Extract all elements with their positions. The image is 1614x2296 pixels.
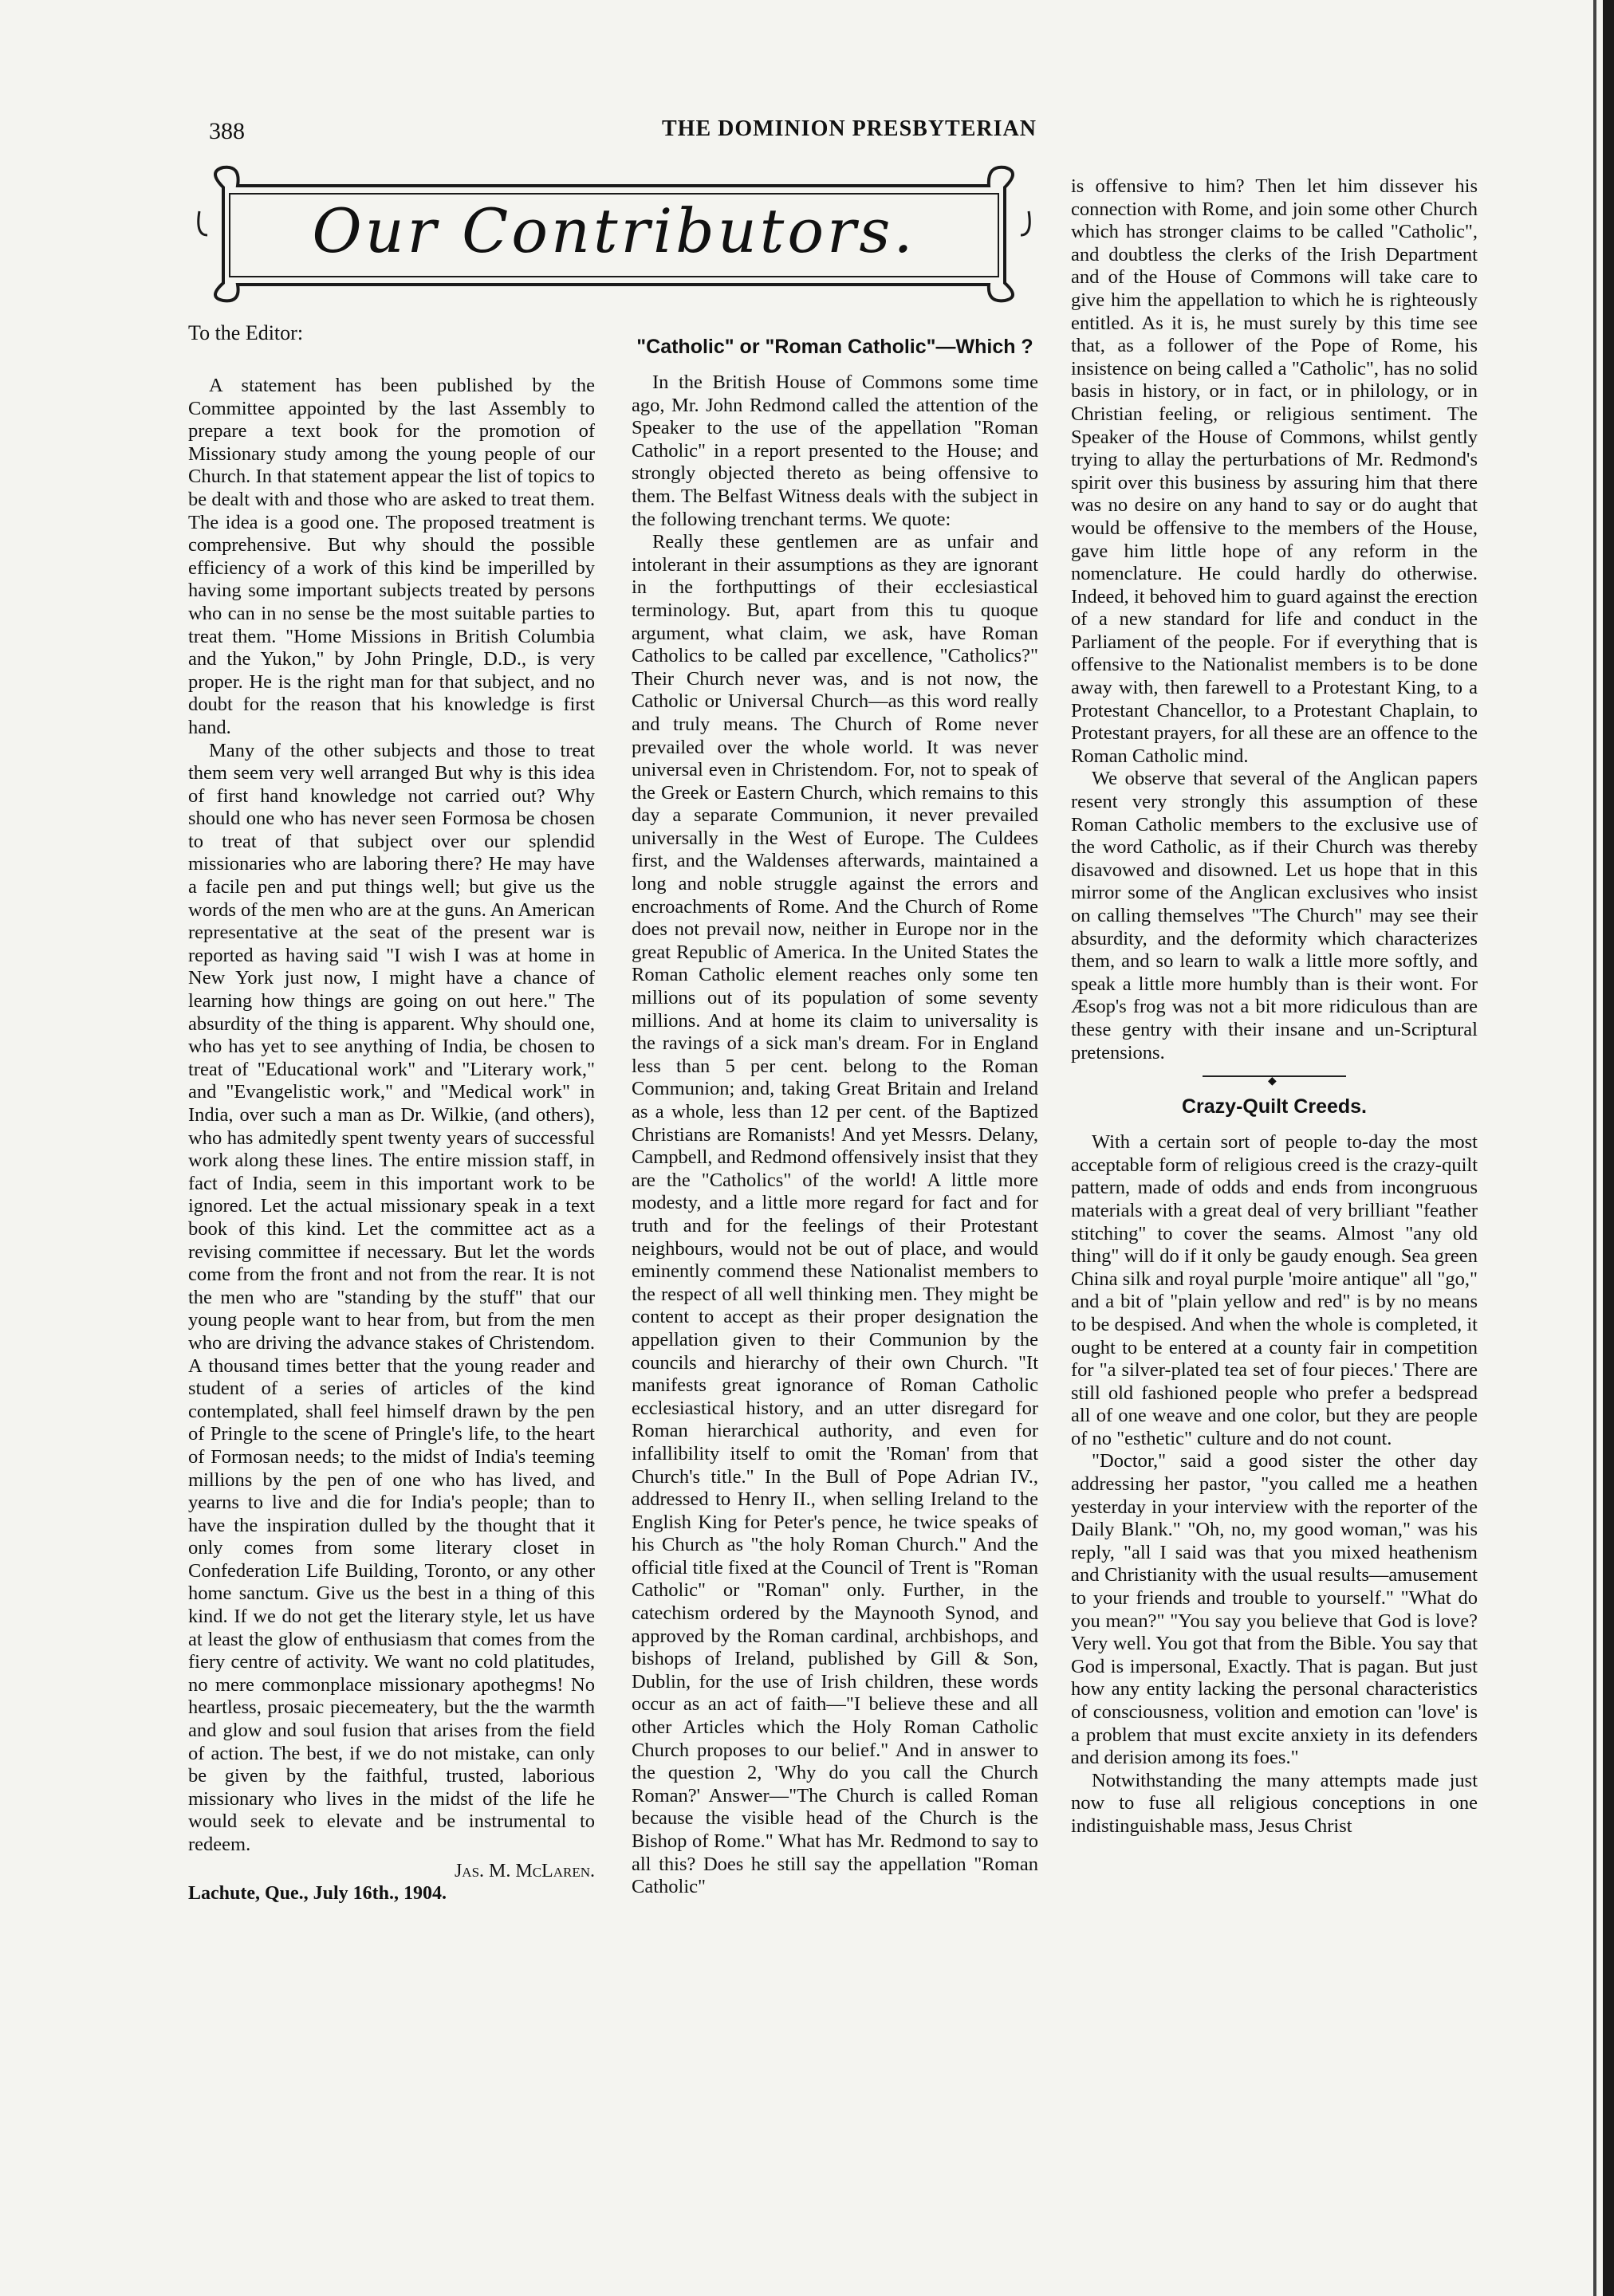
- letter-paragraph: A statement has been published by the Committee appointed by the last Assembly to prepare a text book for the promotion of Missionary study among the young people of our Church. In that statement appear the list of topics to be dealt with and those who are asked to treat them. The idea is a good one. The proposed treatment is comprehensive. But why should the possible efficiency of a work of this kind be imperilled by having some important subjects treated by persons who can in no sense be the most suitable parties to treat them. "Home Missions in British Columbia and the Yukon," by John Pringle, D.D., is very proper. He is the right man for that subject, and no doubt for the reason that his knowledge is first hand.: [188, 375, 595, 738]
- article-paragraph: With a certain sort of people to-day the most acceptable form of religious creed is the crazy-quilt pattern, made of odds and ends from incongruous materials with a great deal of very brilliant "feather stitching" to cover the seams. Almost "any old thing" will do if it only be gaudy enough. Sea green China silk and royal purple 'moire antique" all "go," and a bit of "plain yellow and red" is by no means to be despised. And when the whole is completed, it ought to be entered at a county fair in competition for "a silver-plated tea set of four pieces.' There are still old fashioned people who prefer a bedspread all of one weave and one color, but they are people of no "esthetic" culture and do not count.: [1071, 1131, 1478, 1449]
- section-banner: [191, 163, 1037, 303]
- page-edge-shadow: [1603, 0, 1614, 2296]
- running-header: THE DOMINION PRESBYTERIAN: [662, 116, 1037, 141]
- column-3: [1071, 175, 1478, 1838]
- section-divider: [1203, 1075, 1346, 1088]
- section-title: Our Contributors.: [312, 195, 916, 266]
- article-paragraph: In the British House of Commons some time ago, Mr. John Redmond called the attention of the Speaker to the use of the appellation "Roman Catholic" in a report presented to the House; and strongly objected thereto as being offensive to them. The Belfast Witness deals with the subject in the following trenchant terms. We quote:: [632, 372, 1038, 530]
- article-paragraph: Notwithstanding the many attempts made just now to fuse all religious conceptions in one indistinguishable mass, Jesus Christ: [1071, 1769, 1478, 1837]
- article-title: "Catholic" or "Roman Catholic"—Which ?: [636, 336, 1033, 358]
- letter-dateline: Lachute, Que., July 16th., 1904.: [188, 1883, 447, 1905]
- article-paragraph: "Doctor," said a good sister the other day addressing her pastor, "you called me a heathen yesterday in your interview with the reporter of the Daily Blank." "Oh, no, my good woman," was his reply, "all I said was that you mixed heathenism and Christianity with the usual results—amusement to your friends and trouble to yourself." "What do you mean?" "You say you believe that God is love? Very well. You got that from the Bible. You say that God is impersonal, Exactly. That is pagan. But just how any entity lacking the personal characteristics of consciousness, volition and emotion can 'love' is a problem that must excite anxiety in its defenders and derision among its foes.": [1071, 1450, 1478, 1769]
- page-edge-line: [1593, 0, 1596, 2296]
- letter-paragraph: Many of the other subjects and those to treat them seem very well arranged But why is this idea of first hand knowledge not carried out? Why should one who has never seen Formosa be chosen to treat of that subject over our splendid missionaries who are laboring there? He may have a facile pen and put things well; but give us the words of the men who are at the guns. An American representative at the seat of the present war is reported as having said "I wish I was at home in New York just now, I might have a chance of learning how things are going on out here." The absurdity of the thing is apparent. Why should one, who has yet to see anything of India, be chosen to treat of "Educational work" and "Literary work," and "Evangelistic work," and "Medical work" in India, over such a man as Dr. Wilkie, (and others), who has admitedly spent twenty years of successful work along these lines. The entire mission staff, in fact of India, seem in this important work to be ignored. Let the actual missionary speak in a text book of this kind. Let the committee act as a revising committee if necessary. But let the words come from the front and not from the rear. It is not the men who are "standing by the stuff" that our young people want to hear from, but from the men who are driving the advance stakes of Christendom. A thousand times better that the young reader and student of a series of articles of the kind contemplated, shall feel himself drawn by the pen of Pringle to the scene of Pringle's life, to the heart of Formosan needs; to the midst of India's teeming millions by the pen of one who has lived, and yearns to live and die for India's people; than to have the inspiration dulled by the thought that it only comes from some literary closet in Confederation Life Building, Toronto, or any other home sanctum. Give us the best in a thing of this kind. If we do not get the literary style, let us have at least the glow of enthusiasm that comes from the fiery centre of activity. We want no cold platitudes, no mere commonplace missionary apothegms! No heartless, prosaic piecemeatery, but the the warmth and glow and soul fusion that arises from the field of action. The best, if we do not mistake, can only be given by the faithful, trusted, laborious missionary who lives in the midst of the life he would seek to elevate and be instrumental to redeem.: [188, 739, 595, 1855]
- column-1: [188, 375, 595, 1905]
- article-title: Crazy-Quilt Creeds.: [1181, 1095, 1367, 1119]
- letter-signature: Jas. M. McLaren.: [454, 1860, 595, 1881]
- divider-ornament-icon: ◆: [1268, 1075, 1277, 1088]
- article-paragraph: is offensive to him? Then let him dissever his connection with Rome, and join some other Church which has stronger claims to be called "Catholic", and doubtless the clerks of the Irish Department and of the House of Commons will take care to give him the appellation to which he is righteously entitled. As it is, he must surely by this time see that, as a follower of the Pope of Rome, his insistence on being called a "Catholic", has no solid basis in history, or in fact, or in philology, or in Christian feeling, or religious sentiment. The Speaker of the House of Commons, whilst gently trying to allay the perturbations of Mr. Redmond's spirit over this business by assuring him that there was no desire on any hand to say or do aught that would be offensive to the members of the House, gave him little hope of any reform in the nomenclature. He could hardly do otherwise. Indeed, it behoved him to guard against the erection of a new standard for life and conduct in the Parliament of the people. For if everything that is offensive to the Nationalist members is to be done away with, then farewell to a Protestant King, to a Protestant Chancellor, to a Protestant Chaplain, to Protestant prayers, for all these are an offence to the Roman Catholic mind.: [1071, 175, 1478, 767]
- column-2: [632, 335, 1038, 1899]
- letter-salutation: To the Editor:: [188, 321, 304, 344]
- page-number: 388: [209, 118, 245, 144]
- article-paragraph: Really these gentlemen are as unfair and intolerant in their assumptions as they are ignorant in the forthputtings of their ecclesiastical terminology. But, apart from this tu quoque argument, what claim, we ask, have Roman Catholics to be called par excellence, "Catholics?" Their Church never was, and is not now, the Catholic or Universal Church—as this word really and truly means. The Church of Rome never prevailed over the whole world. It was never universal even in Christendom. For, not to speak of the Greek or Eastern Church, which remains to this day a separate Communion, it never prevailed universally in the West of Europe. The Culdees first, and the Waldenses afterwards, maintained a long and noble struggle against the errors and encroachments of Rome. And the Church of Rome does not prevail now, neither in Europe nor in the great Republic of America. In the United States the Roman Catholic element reaches only some ten millions out of its population of some seventy millions. And at home its claim to universality is the ravings of a sick man's dream. For in England less than 5 per cent. belong to the Roman Communion; and, taking Great Britain and Ireland as a whole, less than 12 per cent. of the Baptized Christians are Romanists! And yet Messrs. Delany, Campbell, and Redmond offensively insist that they are the "Catholics" of the world! A little more modesty, and a little more regard for fact and for truth and for the feelings of their Protestant neighbours, would not be out of place, and would eminently commend these Nationalist members to the respect of all well thinking men. They might be content to accept as their proper designation the appellation given to their Communion by the councils and hierarchy of their own Church. "It manifests great ignorance of Roman Catholic ecclesiastical history, and an utter disregard for Roman hierarchical authority, and even for infallibility itself to omit the 'Roman' from that Church's title." In the Bull of Pope Adrian IV., addressed to Henry II., when selling Ireland to the English King for Peter's pence, he twice speaks of his Church as "the holy Roman Church." And the official title fixed at the Council of Trent is "Roman Catholic" or "Roman" only. Further, in the catechism ordered by the Maynooth Synod, and approved by the Roman cardinal, archbishops, and bishops of Ireland, published by Gill & Son, Dublin, for the use of Irish children, these words occur as an act of faith—"I believe these and all other Articles which the Holy Roman Catholic Church proposes to our belief." And in answer to the question 2, 'Why do you call the Church Roman?' Answer—"The Church is called Roman because the visible head of the Church is the Bishop of Rome." What has Mr. Redmond to say to all this? Does he still say the appellation "Roman Catholic": [632, 531, 1038, 1898]
- article-paragraph: We observe that several of the Anglican papers resent very strongly this assumption of these Roman Catholic members to the exclusive use of the word Catholic, as if their Church was thereby disavowed and disowned. Let us hope that in this mirror some of the Anglican exclusives who insist on calling themselves "The Church" may see their absurdity, and the deformity which characterizes them, and so learn to walk a little more softly, and speak a little more humbly than is their wont. For Æsop's frog was not a bit more ridiculous than are these gentry with their insane and un-Scriptural pretensions.: [1071, 768, 1478, 1063]
